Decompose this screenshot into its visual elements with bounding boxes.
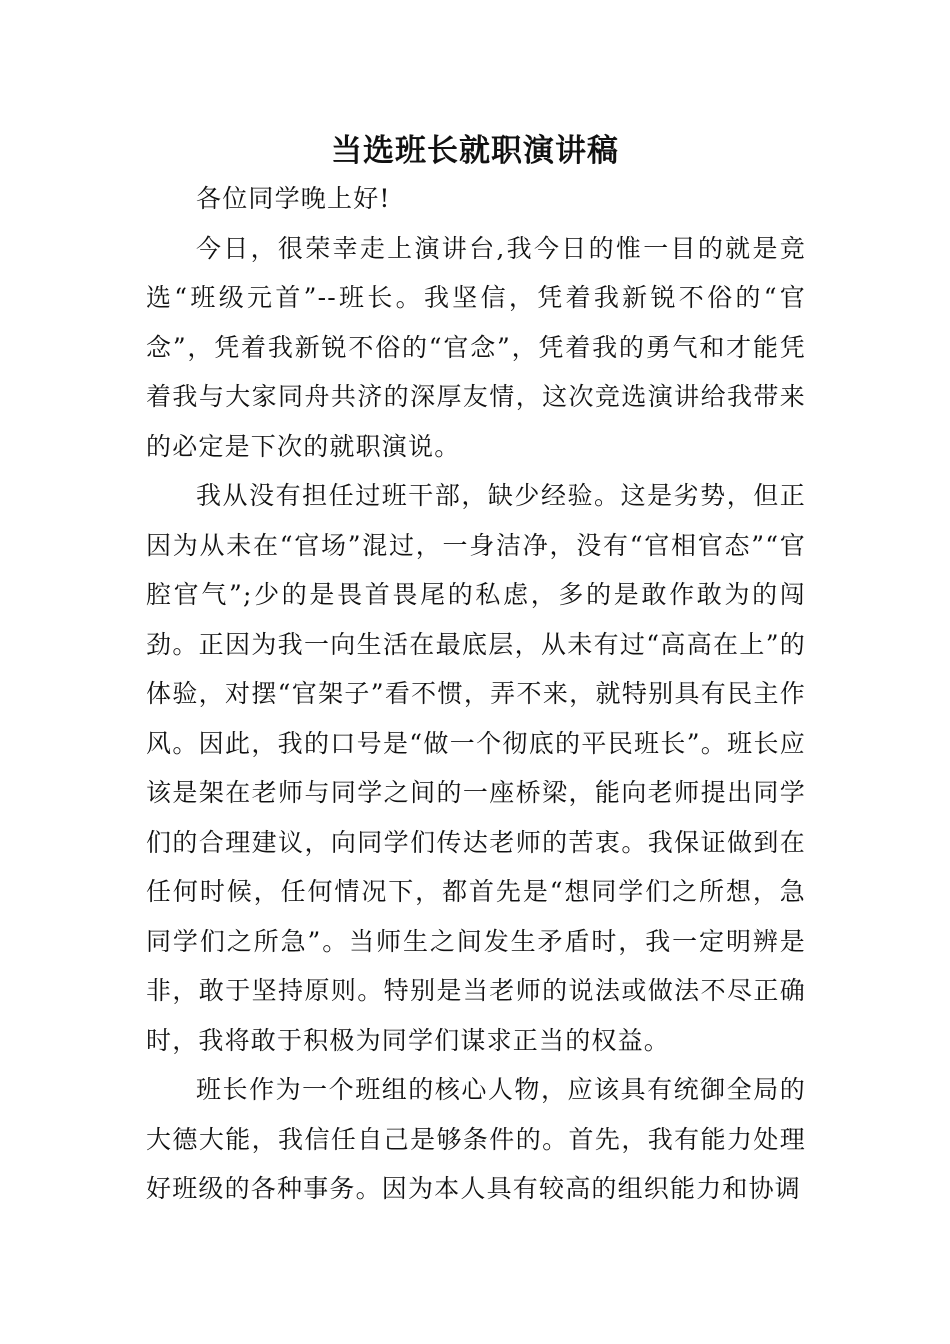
- document-body: [146, 174, 806, 1214]
- paragraph-greeting: 各位同学晚上好!: [196, 184, 391, 213]
- paragraph-experience: 我从没有担任过班干部，缺少经验。这是劣势，但正因为从未在“官场”混过，一身洁净，没有“官相官态”“官腔官气”;少的是畏首畏尾的私虑，多的是敢作敢为的闯劲。正因为我一向生活在最底层，从未有过“高高在上”的体验，对摆“官架子”看不惯，弄不来，就特别具有民主作风。因此，我的口号是“做一个彻底的平民班长”。班长应该是架在老师与同学之间的一座桥梁，能向老师提出同学们的合理建议，向同学们传达老师的苦衷。我保证做到在任何时候，任何情况下，都首先是“想同学们之所想，急同学们之所急”。当师生之间发生矛盾时，我一定明辨是非，敢于坚持原则。特别是当老师的说法或做法不尽正确时，我将敢于积极为同学们谋求正当的权益。: [146, 481, 806, 1055]
- document-title: 当选班长就职演讲稿: [331, 133, 619, 169]
- paragraph-intro: 今日，很荣幸走上演讲台,我今日的惟一目的就是竞选“班级元首”--班长。我坚信，凭着我新锐不俗的“官念”，凭着我新锐不俗的“官念”，凭着我的勇气和才能凭着我与大家同舟共济的深厚友情，这次竞选演讲给我带来的必定是下次的就职演说。: [146, 233, 806, 461]
- paragraph-qualification: 班长作为一个班组的核心人物，应该具有统御全局的大德大能，我信任自己是够条件的。首先，我有能力处理好班级的各种事务。因为本人具有较高的组织能力和协调: [146, 1075, 806, 1203]
